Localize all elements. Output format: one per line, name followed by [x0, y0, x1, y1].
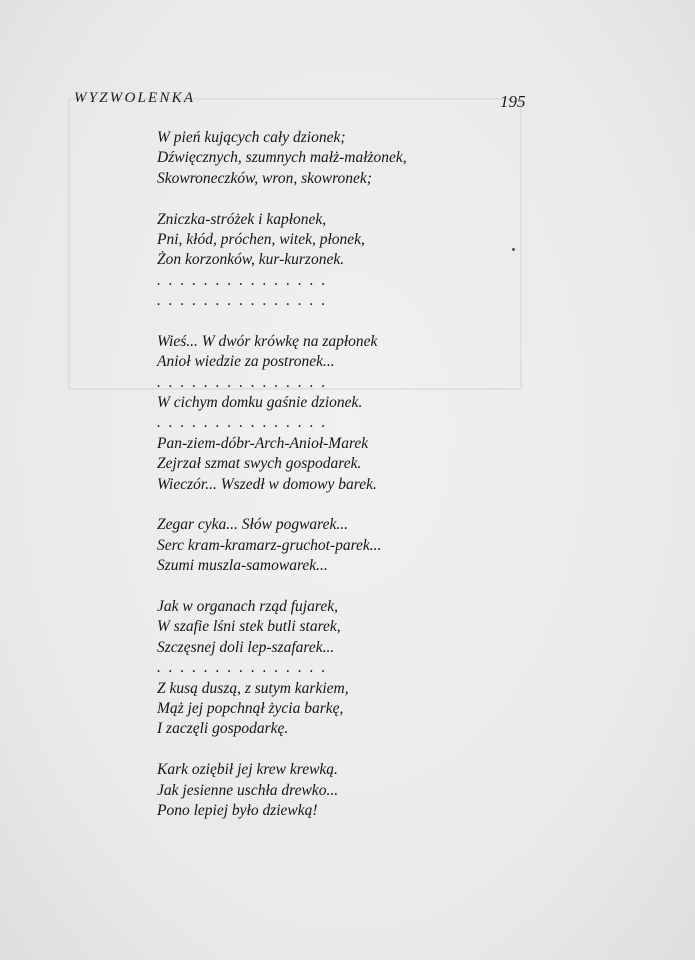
poem-line: Pono lepiej było dziewką!	[157, 801, 318, 819]
poem-line: W cichym domku gaśnie dzionek.	[157, 394, 363, 412]
paper-speck	[512, 248, 515, 251]
poem-line: Kark oziębił jej krew krewką.	[157, 761, 338, 779]
stanza	[157, 515, 487, 576]
page-number: 195	[500, 92, 526, 111]
poem-line: Serc kram-kramarz-gruchot-parek...	[157, 536, 382, 554]
poem-line: Wieś... W dwór krówkę na zapłonek	[157, 332, 378, 350]
running-header-title: WYZWOLENKA	[74, 90, 196, 106]
ellipsis-block	[157, 271, 487, 312]
stanza	[157, 128, 487, 189]
poem-line: I zaczęli gospodarkę.	[157, 720, 289, 738]
ellipsis-line: . . . . . . . . . . . . . . .	[157, 373, 328, 391]
stanza	[157, 332, 487, 495]
poem-line: Wieczór... Wszedł w domowy barek.	[157, 475, 377, 493]
poem-line: Skowroneczków, wron, skowronek;	[157, 169, 372, 187]
poem-line: Pan-ziem-dóbr-Arch-Anioł-Marek	[157, 434, 369, 452]
poem-line: Zejrzał szmat swych gospodarek.	[157, 455, 362, 473]
poem-line: Mąż jej popchnął życia barkę,	[157, 699, 344, 717]
ellipsis-line: . . . . . . . . . . . . . . .	[157, 659, 328, 677]
poem-line: Jak w organach rząd fujarek,	[157, 597, 338, 615]
ellipsis-line: . . . . . . . . . . . . . . .	[157, 271, 328, 289]
poem-line: Jak jesienne uschła drewko...	[157, 781, 339, 799]
poem-line: Z kusą duszą, z sutym karkiem,	[157, 679, 349, 697]
poem-line: Żon korzonków, kur-kurzonek.	[157, 251, 345, 269]
poem-line: W pień kujących cały dzionek;	[157, 129, 346, 146]
poem-line: Zniczka-stróżek i kapłonek,	[157, 210, 327, 228]
stanza	[157, 760, 487, 821]
poem-line: Zegar cyka... Słów pogwarek...	[157, 516, 348, 534]
stanza	[157, 597, 487, 740]
poem-line: Pni, kłód, próchen, witek, płonek,	[157, 230, 365, 248]
poem-line: Anioł wiedzie za postronek...	[157, 353, 335, 371]
stanza	[157, 210, 487, 271]
poem-line: W szafie lśni stek butli starek,	[157, 618, 341, 636]
ellipsis-line: . . . . . . . . . . . . . . .	[157, 292, 328, 310]
poem-line: Szczęsnej doli lep-szafarek...	[157, 638, 335, 656]
ellipsis-line: . . . . . . . . . . . . . . .	[157, 414, 328, 432]
poem-line: Szumi muszla-samowarek...	[157, 557, 328, 575]
poem-body	[157, 128, 487, 821]
poem-line: Dźwięcznych, szumnych małż-małżonek,	[157, 149, 407, 167]
